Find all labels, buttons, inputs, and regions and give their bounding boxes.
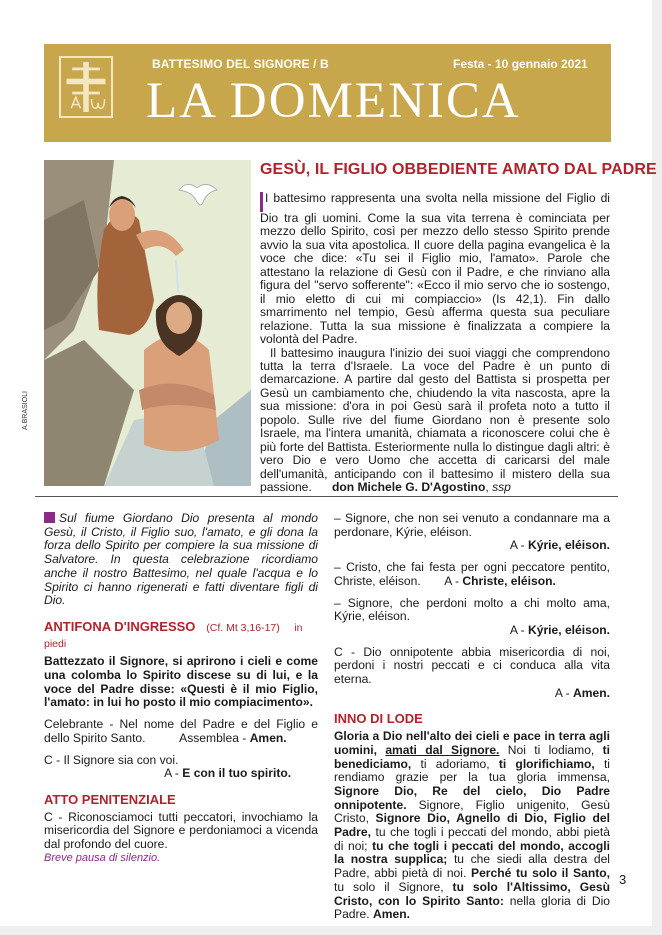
baptism-painting [44, 160, 251, 486]
antifona-title: ANTIFONA D'INGRESSO [44, 618, 196, 634]
intro-text: Sul fiume Giordano Dio presenta al mondo Gesù, il Cristo, il Figlio suo, l'amato, e gli dona la forza dello Spirito per compiere la sua missione di Salvatore. In questa celebrazione ricordiamo anche il nostro Battesimo, nel quale l'acqua e lo Spirito ci hanno rigenerati e fatti diventare figli di Dio. [44, 511, 318, 608]
masthead-title: LA DOMENICA [146, 73, 521, 129]
invocation-3: – Signore, che perdoni molto a chi molto ama, Kýrie, eléison. [334, 595, 610, 624]
inno-heading: INNO DI LODE [334, 711, 423, 727]
gloria-part-15: tu solo il Signore, [334, 879, 453, 894]
gloria-text [334, 730, 610, 922]
gloria-part-17: nella gloria di Dio Padre. [334, 893, 610, 922]
left-column [44, 512, 318, 865]
page-edge-right [652, 0, 662, 935]
antifona-heading [44, 620, 318, 651]
gloria-part-4: ti benediciamo, [334, 742, 610, 771]
gloria-part-8: Signore Dio, Re del cielo, Dio Padre onnipotente. [334, 783, 610, 812]
baptism-illustration [44, 160, 251, 486]
antifona-text: Battezzato il Signore, si aprirono i cieli e come una colomba lo Spirito discese su di lui, e la voce del Padre disse: «Questi è il mio Figlio, l'amato: in lui ho posto il mio compiacimento». [44, 654, 318, 710]
greeting-response-label: A - [164, 766, 183, 781]
atto-heading: ATTO PENITENZIALE [44, 791, 176, 807]
celebrant-text: Celebrante - Nel nome del Padre e del Figlio e dello Spirito Santo. [44, 717, 318, 745]
gloria-part-18: Amen. [373, 907, 410, 922]
assembly-response: Amen. [249, 730, 287, 745]
atto-text: C - Riconosciamoci tutti peccatori, invochiamo la misericordia del Signore e perdoniamoci a vicenda dal profondo del cuore. [44, 809, 318, 852]
gloria-part-3: Noi ti lodiamo, [499, 742, 603, 757]
celebrant-invocation [44, 718, 318, 745]
dropcap-marker [260, 192, 263, 212]
invocation-2-response: Christe, eléison. [462, 573, 556, 588]
article-paragraph-1 [260, 192, 610, 347]
liturgy-occasion: BATTESIMO DEL SIGNORE / B [152, 57, 329, 71]
greeting-response: E con il tuo spirito. [182, 766, 292, 781]
antifona-posture: in piedi [44, 621, 303, 650]
invocation-3-response: Kýrie, eléison. [527, 622, 610, 637]
liturgy-date: Festa - 10 gennaio 2021 [453, 57, 588, 71]
invocation-1-response: Kýrie, eléison. [527, 538, 610, 553]
invocation-1-label: A - [509, 538, 528, 553]
invocation-3-response-line [334, 624, 610, 638]
absolution-response-line [334, 687, 610, 701]
antifona-reference: (Cf. Mt 3,16-17) [206, 621, 280, 634]
article-paragraph-1-text: I battesimo rappresenta una svolta nella missione del Figlio di Dio tra gli uomini. Come la sua vita terrena è cominciata per mezzo dello Spirito, così per mezzo dello stesso Spirito prende avvio la sua vita apostolica. Il cuore della pagina evangelica è la voce che dice: «Tu sei il Figlio mio, l'amato». Parole che attestano la relazione di Gesù con il Padre, e che rinviano alla figura del "servo sofferente": «Ecco il mio servo che io sostengo, il mio eletto di cui mi compiaccio» (Is 42,1). Fin dallo smarrimento nel tempio, Gesù afferma questa sua peculiare relazione. Tutta la sua missione è finalizzata a compiere la volontà del Padre. [260, 191, 610, 347]
article-author-suffix: ssp [492, 480, 511, 495]
gloria-part-16: tu solo l'Altissimo, Gesù Cristo, con lo Spirito Santo: [334, 879, 610, 908]
article-paragraph-2-text: Il battesimo inaugura l'inizio dei suoi viaggi che comprendono tutta la terra d'Israele. La voce del Padre è un punto di demarcazione. A partire dal gesto del Battista si prospetta per Gesù un cambiamento che, chiudendo la vita nascosta, apre la sua missione: d'ora in poi Gesù sarà il profeta noto a tutto il popolo. Sulle rive del fiume Giordano non è presente solo Israele, ma l'intera umanità, chiamata a riconoscere colui che è più forte del Battista. Esteriormente nulla lo distingue dagli altri: è vero Dio e vero Uomo che accetta di caricarsi del male dell'umanità, anticipando con il battesimo il mistero della sua passione. [260, 345, 610, 495]
gloria-part-11: tu che togli i peccati del mondo, abbi pietà di noi; [334, 825, 610, 853]
greeting-response-line [44, 767, 318, 781]
assembly-label: Assemblea - [179, 730, 250, 745]
gloria-part-1: Gloria a Dio nell'alto dei cieli e pace in terra agli uomini, [334, 729, 610, 757]
gloria-part-13: tu che siedi alla destra del Padre, abbi pietà di noi. [334, 852, 610, 881]
silence-note: Breve pausa di silenzio. [44, 851, 161, 864]
intro-marker-square [44, 512, 55, 523]
gloria-part-9: Signore, Figlio unigenito, Gesù Cristo, [334, 797, 610, 826]
absolution-label: A - [554, 685, 574, 700]
gloria-part-14: Perché tu solo il Santo, [471, 866, 611, 881]
right-column [334, 512, 610, 922]
article-headline: GESÙ, IL FIGLIO OBBEDIENTE AMATO DAL PADRE [260, 161, 657, 178]
alpha-omega-cross-logo [59, 56, 113, 118]
absolution-response: Amen. [573, 685, 610, 700]
absolution: C - Dio onnipotente abbia misericordia di noi, perdoni i nostri peccati e ci conduca alla vita eterna. [334, 644, 610, 687]
invocation-3-label: A - [509, 622, 528, 637]
article-author: don Michele G. D'Agostino [331, 480, 486, 495]
gloria-part-6: ti glorifichiamo, [498, 756, 595, 771]
invocation-2 [334, 561, 610, 588]
gloria-part-12: tu che togli i peccati del mondo, accogli la nostra supplica; [334, 838, 610, 867]
illustration-credit: A.BRASIOLI [22, 391, 29, 430]
page-number: 3 [619, 872, 627, 887]
invocation-2-text: – Cristo, che fai festa per ogni peccatore pentito, Christe, eléison. [334, 560, 610, 588]
masthead-banner [44, 44, 611, 142]
article-body [260, 192, 610, 495]
section-divider [35, 496, 618, 497]
invocation-2-label: A - [444, 573, 463, 588]
greeting: C - Il Signore sia con voi. [44, 752, 179, 767]
gloria-part-7: ti rendiamo grazie per la tua gloria immensa, [334, 756, 610, 785]
page-edge-bottom [0, 926, 662, 935]
gloria-part-2: amati dal Signore. [385, 742, 500, 757]
intro-paragraph [44, 512, 318, 608]
article-paragraph-2: Il battesimo inaugura l'inizio dei suoi viaggi che comprendono tutta la terra d'Israele. La voce del Padre è un punto di demarcazione. A partire dal gesto del Battista si prospetta per Gesù un cambiamento che, chiudendo la vita nascosta, apre la sua missione: d'ora in poi Gesù sarà il profeta noto a tutto il popolo. Sulle rive del fiume Giordano non è presente solo Israele, ma l'intera umanità, chiamata a riconoscere colui che è più forte del Battista. Esteriormente nulla lo distingue dagli altri: è vero Dio e vero Uomo che accetta di caricarsi del male dell'umanità, anticipando con il battesimo il mistero della sua passione. don Michele G. D'Agostino, ssp [260, 345, 610, 495]
invocation-1: – Signore, che non sei venuto a condannare ma a perdonare, Kýrie, eléison. [334, 511, 610, 539]
logo-graphic [61, 58, 111, 116]
invocation-1-response-line [334, 539, 610, 553]
gloria-part-10: Signore Dio, Agnello di Dio, Figlio del Padre, [334, 811, 610, 840]
gloria-part-5: ti adoriamo, [411, 756, 499, 771]
